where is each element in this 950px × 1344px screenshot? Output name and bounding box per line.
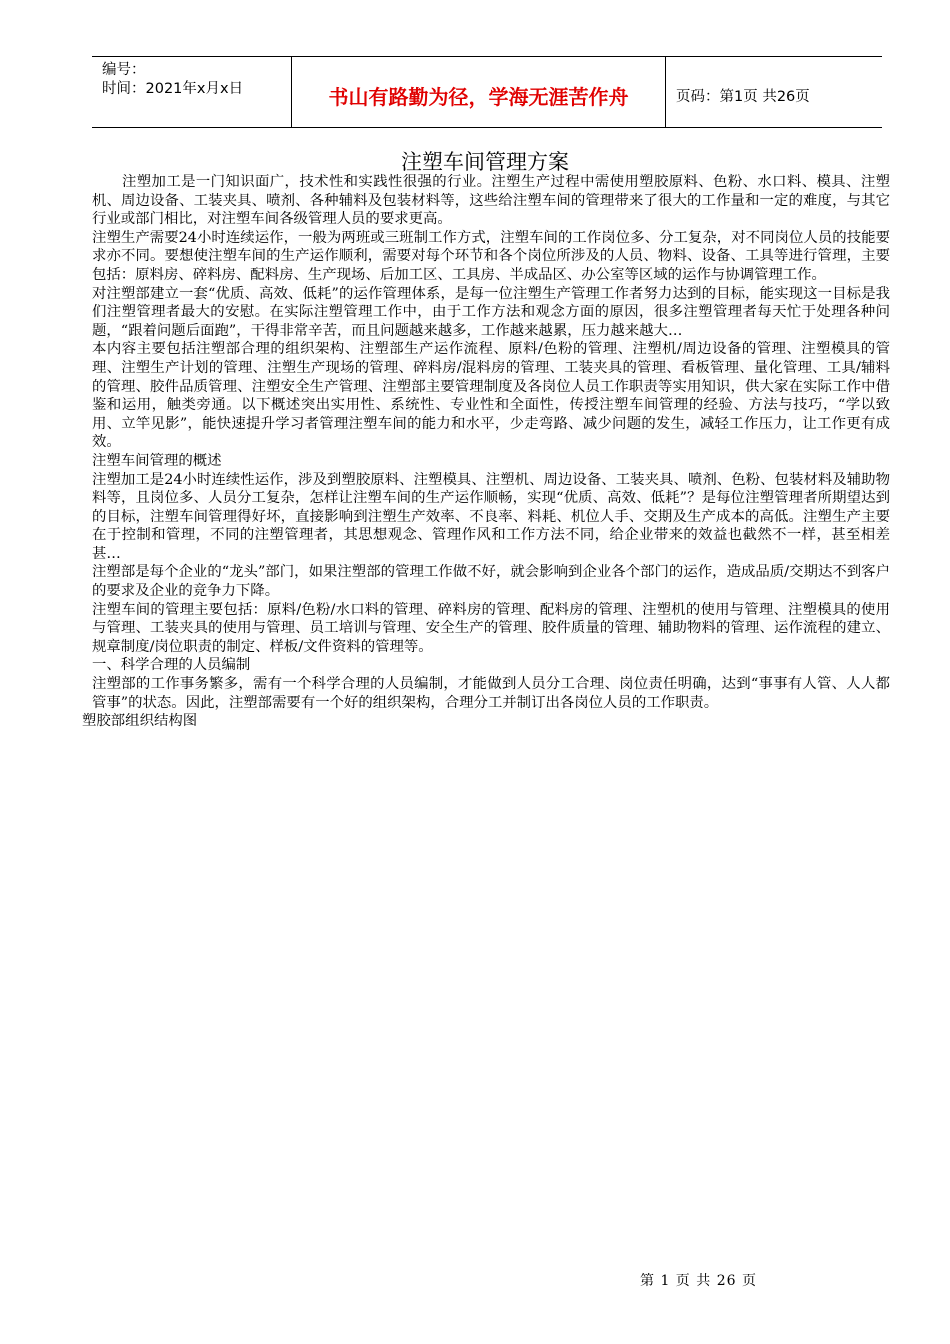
paragraph-overview: 注塑加工是24小时连续性运作，涉及到塑胶原料、注塑模具、注塑机、周边设备、工装夹具、喷剂、色粉、包装材料及辅助物料等，且岗位多、人员分工复杂，怎样让注塑车间的生产运作顺畅，实现“优质、高效、低耗”？是每位注塑管理者所期望达到的目标，注塑车间管理得好坏，直接影响到注塑生产效率、不良率、料耗、机位人手、交期及生产成本的高低。注塑生产主要在于控制和管理，不同的注塑管理者，其思想观念、管理作风和工作方法不同，给企业带来的效益也截然不一样，甚至相差甚… (92, 471, 890, 562)
page-header (92, 56, 882, 128)
paragraph-content-scope: 本内容主要包括注塑部合理的组织架构、注塑部生产运作流程、原料/色粉的管理、注塑机/周边设备的管理、注塑模具的管理、注塑生产计划的管理、注塑生产现场的管理、碎料房/混料房的管理、工装夹具的管理、看板管理、量化管理、工具/辅料的管理、胶件品质管理、注塑安全生产管理、注塑部主要管理制度及各岗位人员工作职责等实用知识，供大家在实际工作中借鉴和运用，触类旁通。以下概述突出实用性、系统性、专业性和全面性，传授注塑车间管理的经验、方法与技巧，“学以致用、立竿见影”，能快速提升学习者管理注塑车间的能力和水平，少走弯路、减少问题的发生，减轻工作压力，让工作更有成效。 (92, 341, 890, 451)
document-title: 注塑车间管理方案 (401, 150, 569, 174)
paragraph-department-role: 注塑部是每个企业的“龙头”部门，如果注塑部的管理工作做不好，就会影响到企业各个部门的运作，造成品质/交期达不到客户的要求及企业的竞争力下降。 (92, 564, 890, 600)
paragraph-continuous-operation: 注塑生产需要24小时连续运作，一般为两班或三班制工作方式，注塑车间的工作岗位多、分工复杂，对不同岗位人员的技能要求亦不同。要想使注塑车间的生产运作顺利，需要对每个环节和各个岗位所涉及的人员、物料、设备、工具等进行管理，主要包括：原料房、碎料房、配料房、生产现场、后加工区、工具房、半成品区、办公室等区域的运作与协调管理工作。 (92, 229, 890, 283)
paragraph-staffing: 注塑部的工作事务繁多，需有一个科学合理的人员编制，才能做到人员分工合理、岗位责任明确，达到“事事有人管、人人都管事”的状态。因此，注塑部需要有一个好的组织架构，合理分工并制订出各岗位人员的工作职责。 (92, 676, 890, 711)
header-meta-cell (92, 57, 292, 127)
section-heading-staffing: 一、科学合理的人员编制 (92, 657, 251, 674)
page-footer: 第 1 页 共 26 页 (640, 1273, 757, 1289)
document-number-label: 编号： (102, 62, 146, 78)
document-body (82, 173, 890, 731)
section-heading-overview: 注塑车间管理的概述 (92, 452, 222, 469)
paragraph-management-system: 对注塑部建立一套“优质、高效、低耗”的运作管理体系，是每一位注塑生产管理工作者努力达到的目标，能实现这一目标是我们注塑管理者最大的安慰。在实际注塑管理工作中，由于工作方法和观念方面的原因，很多注塑管理者每天忙于处理各种问题，“跟着问题后面跑”，干得非常辛苦，而且问题越来越多，工作越来越累，压力越来越大… (92, 285, 890, 339)
header-page-number: 页码：第1页 共26页 (676, 88, 810, 105)
document-date-label: 时间：2021年x月x日 (102, 81, 244, 97)
paragraph-management-items: 注塑车间的管理主要包括：原料/色粉/水口料的管理、碎料房的管理、配料房的管理、注塑机的使用与管理、注塑模具的使用与管理、工装夹具的使用与管理、员工培训与管理、安全生产的管理、胶件质量的管理、辅助物料的管理、运作流程的建立、规章制度/岗位职责的制定、样板/文件资料的管理等。 (92, 601, 890, 655)
paragraph-intro: 注塑加工是一门知识面广，技术性和实践性很强的行业。注塑生产过程中需使用塑胶原料、色粉、水口料、模具、注塑机、周边设备、工装夹具、喷剂、各种辅料及包装材料等，这些给注塑车间的管理带来了很大的工作量和一定的难度，与其它行业或部门相比，对注塑车间各级管理人员的要求更高。 (92, 174, 890, 228)
header-motto: 书山有路勤为径，学海无涯苦作舟 (292, 57, 666, 127)
org-chart-caption: 塑胶部组织结构图 (82, 713, 198, 730)
